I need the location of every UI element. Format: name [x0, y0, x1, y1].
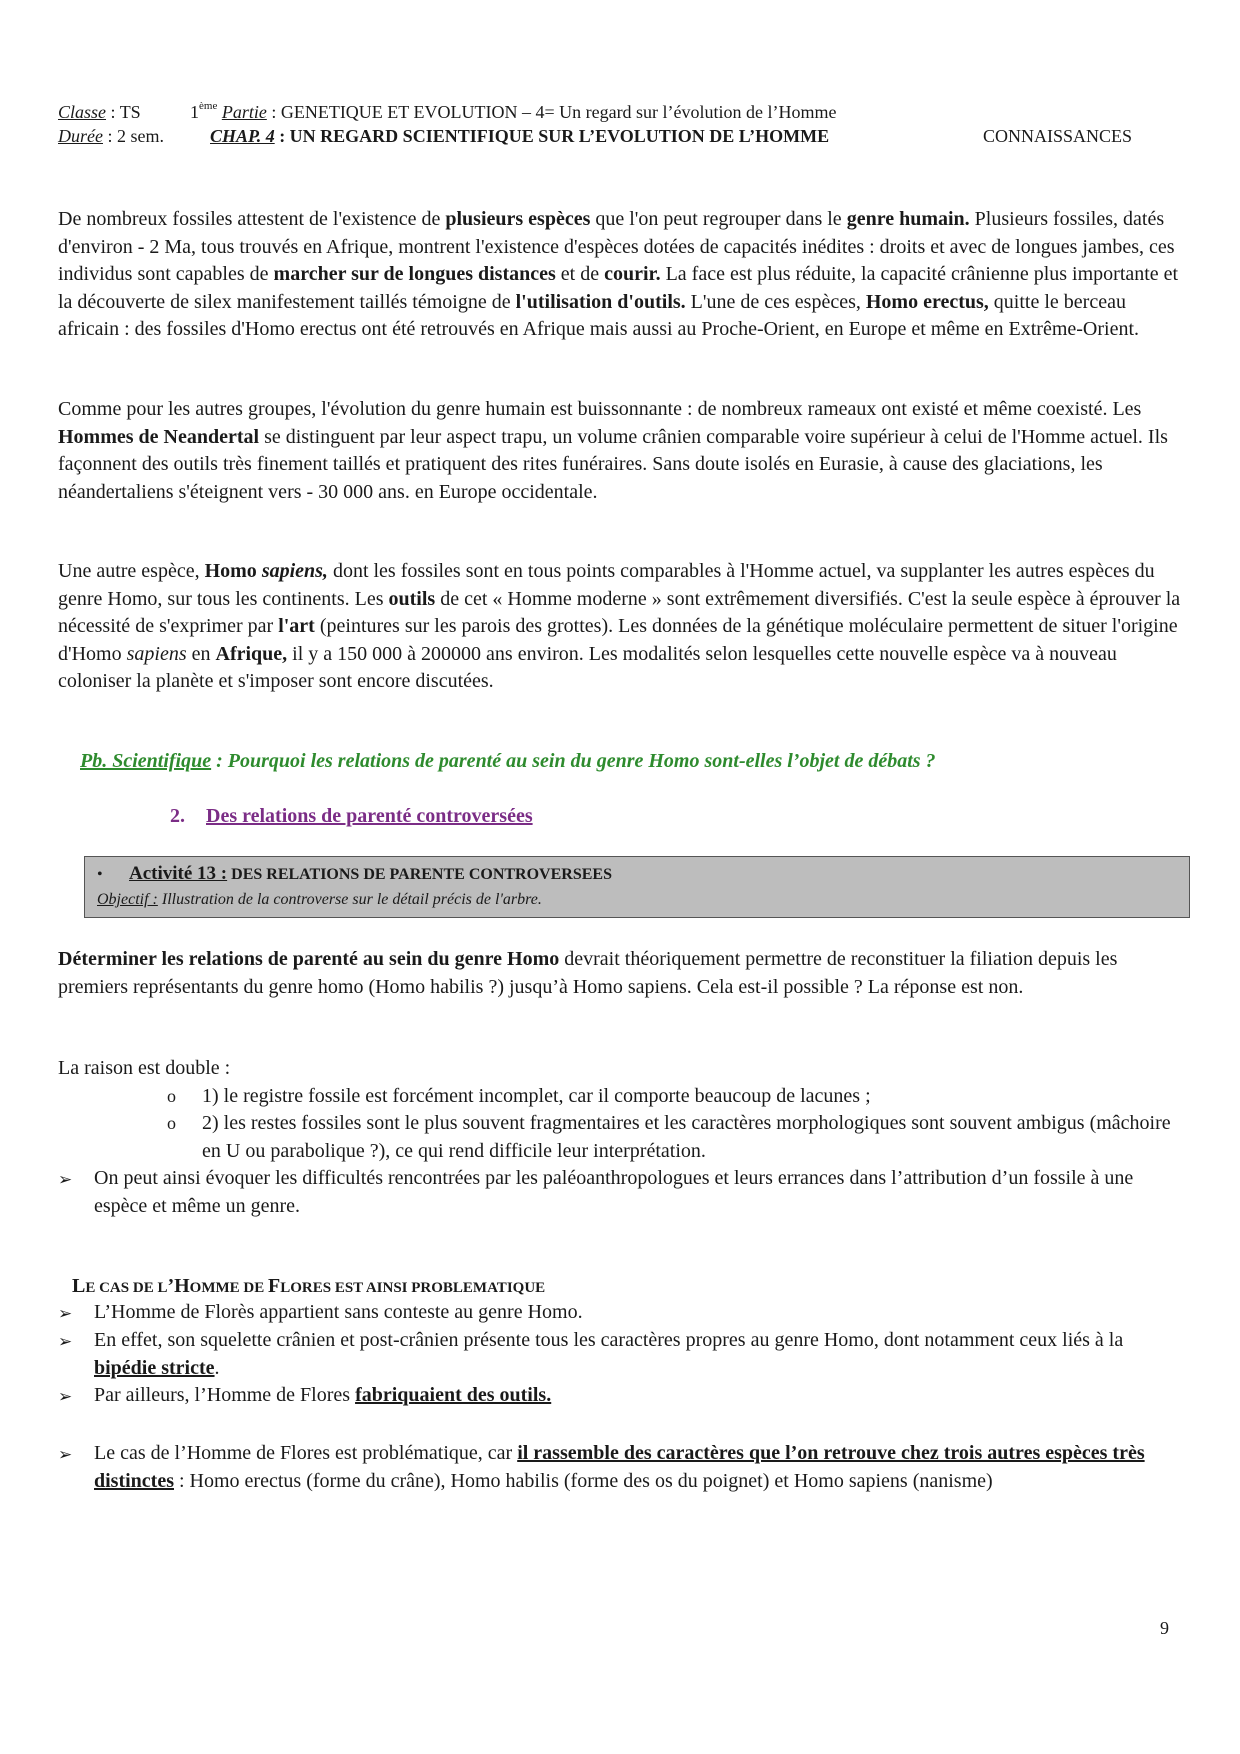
- arrow-bullet-icon: ➢: [58, 1445, 73, 1464]
- arrow-bullet-icon: ➢: [58, 1304, 73, 1323]
- classe-label: Classe: [58, 102, 107, 122]
- scientific-problem: [80, 748, 1190, 774]
- document-page: Classe : TS 1ème Partie : GENETIQUE ET EVOLUTION – 4= Un regard sur l’évolution de l’Homme Durée : 2 sem. CHAP. 4 : UN REGARD SCIENTIFIQUE SUR L’EVOLUTION DE L’HOMME CONNAISSANCES De nombreux fossiles attestent de l'existence de plusieurs espèces que l'on peut regrouper dans le genre humain. Plusieurs fossiles, datés d'environ - 2 Ma, tous trouvés en Afrique, montrent l'existence d'espèces dotées de capacités inédites : droits et avec de longues jambes, ces individus sont capables de marcher sur de longues distances et de courir. La face est plus réduite, la capacité crânienne plus importante et la découverte de silex manifestement taillés témoigne de l'utilisation d'outils. L'une de ces espèces, Homo erectus, quitte le berceau africain : des fossiles d'Homo erectus ont été retrouvés en Afrique mais aussi au Proche-Orient, en Europe et même en Extrême-Orient. Comme pour les autres groupes, l'évolution du genre humain est buissonnante : de nombreux rameaux ont existé et même coexisté. Les Hommes de Neandertal se distinguent par leur aspect trapu, un volume crânien comparable voire supérieur à celui de l'Homme actuel. Ils façonnent des outils très finement taillés et pratiquent des rites funéraires. Sans doute isolés en Eurasie, à cause des glaciations, les néandertaliens s'éteignent vers - 30 000 ans. en Europe occidentale. Une autre espèce, Homo sapiens, dont les fossiles sont en tous points comparables à l'Homme actuel, va supplanter les autres espèces du genre Homo, sur tous les continents. Les outils de cet « Homme moderne » sont extrêmement diversifiés. C'est la seule espèce à éprouver la nécessité de s'exprimer par l'art (peintures sur les parois des grottes). Les données de la génétique moléculaire permettent de situer l'origine d'Homo sapiens en Afrique, il y a 150 000 à 200000 ans environ. Les modalités selon lesquelles cette nouvelle espèce va à nouveau coloniser la planète et s'imposer sont encore discutées. Pb. Scientifique : Pourquoi les relations de parenté au sein du genre Homo sont-elles l’objet de débats ? 2. Des relations de parenté controversées • Activité 13 : DES RELATIONS DE PARENTE CONTROVERSEES Objectif : Illustration de la controverse sur le détail précis de l'arbre. Déterminer les relations de parenté au sein du genre Homo devrait théoriquement permettre de reconstituer la filiation depuis les premiers représentants du genre homo (Homo habilis ?) jusqu’à Homo sapiens. Cela est-il possible ? La réponse est non. La raison est double : o 1) le registre fossile est forcément incomplet, car il comporte beaucoup de lacunes ; o 2) les restes fossiles sont le plus souvent fragmentaires et les caractères morphologiques sont souvent ambigus (mâchoire en U ou parabolique ?), ce qui rend difficile leur interprétation. ➢ On peut ainsi évoquer les difficultés rencontrées par les paléoanthropologues et leurs errances dans l’attribution d’un fossile à une espèce et même un genre. LE CAS DE L’HOMME DE FLORES EST AINSI PROBLEMATIQUE ➢ L’Homme de Florès appartient sans conteste au genre Homo. ➢ En effet, son squelette crânien et post-crânien présente tous les caractères propres au genre Homo, dont notamment ceux liés à la bipédie stricte. ➢ Par ailleurs, l’Homme de Flores fabriquaient des outils. ➢ Le cas de l’Homme de Flores est problématique, car il rassemble des caractères que l’on retrouve chez trois autres espèces très distinctes : Homo erectus (forme du crâne), Homo habilis (forme des os du poignet) et Homo sapiens (nanisme) 9: [0, 0, 1240, 1754]
- header-line-2: [58, 125, 1188, 147]
- objective-label: Objectif :: [97, 891, 158, 908]
- paragraph-neandertal: Comme pour les autres groupes, l'évolution du genre humain est buissonnante : de nombreux rameaux ont existé et même coexisté. Les Hommes de Neandertal se distinguent par leur aspect trapu, un volume crânien comparable voire supérieur à celui de l'Homme actuel. Ils façonnent des outils très finement taillés et pratiquent des rites funéraires. Sans doute isolés en Eurasie, à cause des glaciations, les néandertaliens s'éteignent vers - 30 000 ans. en Europe occidentale.: [58, 398, 1168, 503]
- objective-text: Illustration de la controverse sur le détail précis de l'arbre.: [157, 891, 542, 908]
- activity-box: [84, 856, 1190, 918]
- header-line-1: [58, 101, 1188, 123]
- arrow-bullet-icon: ➢: [58, 1170, 73, 1189]
- arrow-bullet-icon: ➢: [58, 1387, 73, 1406]
- partie-heading: 1ème Partie : GENETIQUE ET EVOLUTION – 4= Un regard sur l’évolution de l’Homme: [190, 100, 837, 122]
- chapter-title: : UN REGARD SCIENTIFIQUE SUR L’EVOLUTION DE L’HOMME: [274, 126, 830, 146]
- section-heading-2: [170, 803, 533, 829]
- activity-description: DES RELATIONS DE PARENTE CONTROVERSEES: [227, 866, 612, 883]
- paragraph-reason: La raison est double :: [58, 1057, 231, 1079]
- partie-label: Partie: [221, 102, 267, 122]
- flores-section-title: LE CAS DE L’HOMME DE FLORES EST AINSI PROBLEMATIQUE: [72, 1275, 546, 1297]
- arrow-bullet-icon: ➢: [58, 1332, 73, 1351]
- section-title: Des relations de parenté controversées: [206, 805, 533, 827]
- duree-label: Durée: [58, 126, 103, 146]
- classe-value: : TS: [106, 102, 141, 122]
- chapter-label: CHAP. 4: [210, 126, 275, 146]
- section-number: 2.: [170, 805, 185, 827]
- circle-bullet-icon: o: [167, 1113, 176, 1133]
- activity-title: Activité 13 :: [129, 863, 228, 884]
- category-label: CONNAISSANCES: [983, 126, 1133, 146]
- paragraph-fossils: De nombreux fossiles attestent de l'existence de plusieurs espèces que l'on peut regrouper dans le genre humain. Plusieurs fossiles, datés d'environ - 2 Ma, tous trouvés en Afrique, montrent l'existence d'espèces dotées de capacités inédites : droits et avec de longues jambes, ces individus sont capables de marcher sur de longues distances et de courir. La face est plus réduite, la capacité crânienne plus importante et la découverte de silex manifestement taillés témoigne de l'utilisation d'outils. L'une de ces espèces, Homo erectus, quitte le berceau africain : des fossiles d'Homo erectus ont été retrouvés en Afrique mais aussi au Proche-Orient, en Europe et même en Extrême-Orient.: [58, 208, 1179, 340]
- circle-bullet-icon: o: [167, 1086, 176, 1106]
- paragraph-relations: Déterminer les relations de parenté au sein du genre Homo devrait théoriquement permettre de reconstituer la filiation depuis les premiers représentants du genre homo (Homo habilis ?) jusqu’à Homo sapiens. Cela est-il possible ? La réponse est non.: [58, 948, 1118, 998]
- chapter-heading: [210, 125, 829, 147]
- partie-text: : GENETIQUE ET EVOLUTION – 4= Un regard sur l’évolution de l’Homme: [266, 102, 837, 122]
- duree-value: : 2 sem.: [102, 126, 164, 146]
- page-number: 9: [1160, 1618, 1169, 1638]
- problem-text: : Pourquoi les relations de parenté au sein du genre Homo sont-elles l’objet de débats ?: [211, 750, 936, 772]
- paragraph-sapiens: Une autre espèce, Homo sapiens, dont les fossiles sont en tous points comparables à l'Homme actuel, va supplanter les autres espèces du genre Homo, sur tous les continents. Les outils de cet « Homme moderne » sont extrêmement diversifiés. C'est la seule espèce à éprouver la nécessité de s'exprimer par l'art (peintures sur les parois des grottes). Les données de la génétique moléculaire permettent de situer l'origine d'Homo sapiens en Afrique, il y a 150 000 à 200000 ans environ. Les modalités selon lesquelles cette nouvelle espèce va à nouveau coloniser la planète et s'imposer sont encore discutées.: [58, 560, 1181, 692]
- problem-label: Pb. Scientifique: [80, 750, 212, 772]
- bullet-icon: •: [97, 866, 103, 883]
